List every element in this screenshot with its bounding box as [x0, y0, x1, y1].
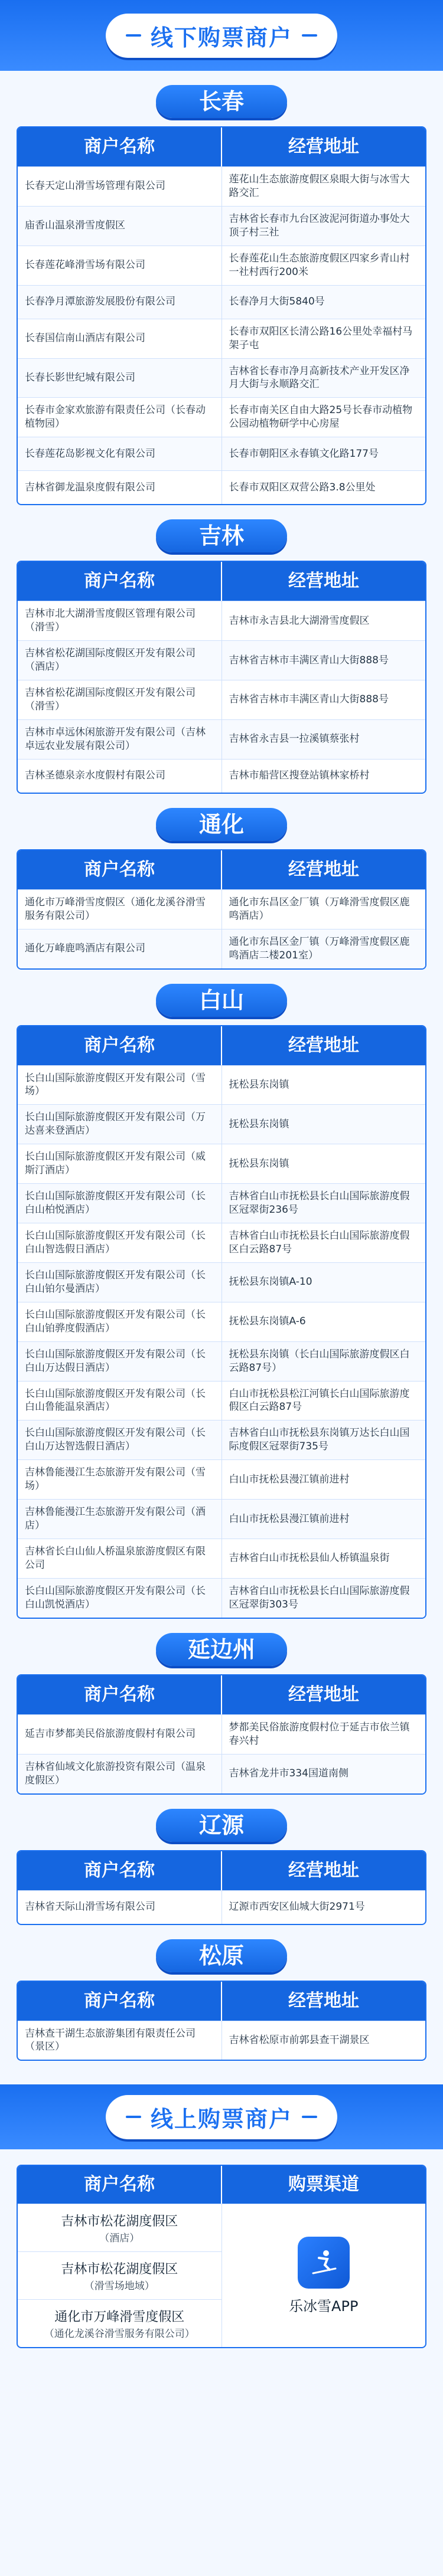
table-row: [18, 1578, 425, 1618]
table-row: [18, 1499, 425, 1539]
table-row: [18, 206, 425, 246]
merchant-address: 吉林省松原市前郭县查干湖景区: [229, 2034, 370, 2046]
merchant-name: 长春净月潭旅游发展股份有限公司: [18, 286, 222, 319]
city-section: [17, 519, 426, 794]
merchant-name: 长白山国际旅游度假区开发有限公司（雪场）: [18, 1066, 222, 1105]
merchant-address: 白山市抚松县松江河镇长白山国际旅游度假区白云路87号: [229, 1387, 410, 1413]
col-address: 经营地址: [288, 1990, 359, 2011]
col-address: 经营地址: [288, 1860, 359, 1881]
table-header: [18, 1982, 425, 2021]
table-row: [18, 1104, 425, 1144]
merchant-table: [17, 1981, 426, 2061]
merchant-address: 抚松县东岗镇A-10: [229, 1276, 312, 1288]
merchant-table: [17, 1850, 426, 1925]
online-row: [18, 2299, 222, 2347]
city-section: [17, 1939, 426, 2061]
sections-container: [0, 85, 443, 2061]
merchant-address: 通化市东昌区金厂镇（万峰滑雪度假区鹿鸣酒店）: [229, 896, 410, 922]
title-bar-right: [302, 2116, 317, 2118]
online-merchant-list: [18, 2204, 222, 2347]
city-title: 松原: [156, 1939, 287, 1972]
city-title-wrap: [17, 1633, 426, 1666]
online-merchant-name: 通化市万峰滑雪度假区: [54, 2310, 185, 2325]
table-header: [18, 1026, 425, 1065]
online-row: [18, 2251, 222, 2299]
merchant-address: 吉林省长春市九台区波泥河街道办事处大顶子村三社: [229, 212, 410, 238]
online-merchant-name: 吉林市松花湖度假区: [61, 2262, 178, 2277]
merchant-name: 长白山国际旅游度假区开发有限公司（长白山万达假日酒店）: [18, 1342, 222, 1381]
merchant-address: 抚松县东岗镇（长白山国际旅游度假区白云路87号）: [229, 1348, 410, 1374]
merchant-name: 通化市万峰滑雪度假区（通化龙溪谷滑雪服务有限公司）: [18, 890, 222, 929]
online-banner: [0, 2084, 443, 2149]
merchant-name: 吉林省长白山仙人桥温泉旅游度假区有限公司: [18, 1539, 222, 1578]
table-row: [18, 889, 425, 929]
merchant-address: 莲花山生态旅游度假区泉眼大街与冰雪大路交汇: [229, 174, 410, 199]
table-row: [18, 285, 425, 319]
col-merchant: 商户名称: [18, 1026, 222, 1065]
col-merchant: 商户名称: [18, 1982, 222, 2021]
offline-banner: [0, 0, 443, 71]
table-row: [18, 358, 425, 398]
online-table: [17, 2165, 426, 2348]
merchant-address: 梦都美民俗旅游度假村位于延吉市依兰镇春兴村: [229, 1721, 410, 1747]
city-title: 长春: [156, 85, 287, 118]
col-address: 经营地址: [288, 136, 359, 157]
city-title: 通化: [156, 808, 287, 841]
merchant-table: [17, 126, 426, 505]
city-title-wrap: [17, 85, 426, 118]
table-row: [18, 437, 425, 470]
merchant-name: 长白山国际旅游度假区开发有限公司（威斯汀酒店）: [18, 1144, 222, 1183]
table-row: [18, 1539, 425, 1578]
merchant-address: 白山市抚松县漫江镇前进村: [229, 1473, 350, 1485]
table-row: [18, 1341, 425, 1381]
table-row: [18, 1459, 425, 1499]
online-title-pill: [106, 2095, 337, 2139]
online-channel[interactable]: [222, 2204, 426, 2347]
table-row: [18, 1890, 425, 1924]
merchant-name: 长春莲花峰滑雪场有限公司: [18, 246, 222, 285]
table-row: [18, 246, 425, 285]
offline-title: 线下购票商户: [150, 24, 292, 51]
title-bar-left: [126, 2116, 141, 2118]
merchant-name: 吉林省仙域文化旅游投资有限公司（温泉度假区）: [18, 1755, 222, 1793]
merchant-address: 白山市抚松县漫江镇前进村: [229, 1513, 350, 1525]
merchant-name: 庙香山温泉滑雪度假区: [18, 207, 222, 246]
merchant-name: 长春市金家欢旅游有限责任公司（长春动植物园）: [18, 398, 222, 437]
merchant-address: 吉林市永吉县北大湖滑雪度假区: [229, 614, 370, 627]
merchant-table: [17, 1025, 426, 1619]
city-title: 吉林: [156, 519, 287, 552]
table-row: [18, 1302, 425, 1341]
table-row: [18, 1183, 425, 1223]
merchant-address: 抚松县东岗镇: [229, 1078, 289, 1091]
merchant-name: 延吉市梦都美民俗旅游度假村有限公司: [18, 1715, 222, 1754]
col-merchant: 商户名称: [18, 1851, 222, 1890]
merchant-address: 吉林省长春市净月高新技术产业开发区净月大街与永顺路交汇: [229, 365, 410, 391]
col-address: 经营地址: [288, 1035, 359, 1056]
table-row: [18, 470, 425, 504]
table-row: [18, 1420, 425, 1459]
merchant-name: 长白山国际旅游度假区开发有限公司（长白山凯悦酒店）: [18, 1579, 222, 1618]
merchant-address: 抚松县东岗镇A-6: [229, 1315, 306, 1328]
merchant-address: 长春莲花山生态旅游度假区四家乡青山村一社村西行200米: [229, 252, 410, 278]
city-title-wrap: [17, 984, 426, 1017]
table-row: [18, 2021, 425, 2060]
merchant-address: 吉林省白山市抚松县仙人桥镇温泉街: [229, 1552, 390, 1564]
merchant-name: 吉林市北大湖滑雪度假区管理有限公司（滑雪）: [18, 601, 222, 640]
merchant-address: 吉林省龙井市334国道南侧: [229, 1767, 348, 1780]
merchant-name: 长春国信南山酒店有限公司: [18, 319, 222, 358]
merchant-address: 长春市朝阳区永春镇文化路177号: [229, 447, 379, 460]
table-row: [18, 1065, 425, 1105]
table-row: [18, 1754, 425, 1793]
merchant-name: 长春长影世纪城有限公司: [18, 359, 222, 398]
merchant-name: 长白山国际旅游度假区开发有限公司（长白山智选假日酒店）: [18, 1223, 222, 1262]
merchant-name: 长白山国际旅游度假区开发有限公司（长白山万达智选假日酒店）: [18, 1420, 222, 1459]
title-bar-left: [126, 34, 141, 37]
city-title: 辽源: [156, 1809, 287, 1842]
table-row: [18, 1714, 425, 1754]
table-row: [18, 1262, 425, 1302]
merchant-address: 长春市南关区自由大路25号长春市动植物公园动植物研学中心房屋: [229, 404, 413, 430]
merchant-address: 吉林市船营区搜登站镇林家桥村: [229, 770, 370, 782]
table-header: [18, 1675, 425, 1714]
offline-title-pill: [106, 14, 337, 58]
table-row: [18, 1144, 425, 1183]
bottom-space: [0, 2348, 443, 2372]
ski-app-icon[interactable]: [298, 2237, 350, 2289]
merchant-name: 长春天定山滑雪场管理有限公司: [18, 167, 222, 206]
merchant-name: 吉林省天际山滑雪场有限公司: [18, 1891, 222, 1924]
city-section: [17, 1633, 426, 1795]
city-title-wrap: [17, 808, 426, 841]
merchant-name: 长白山国际旅游度假区开发有限公司（万达喜来登酒店）: [18, 1105, 222, 1144]
city-title: 白山: [156, 984, 287, 1017]
online-merchant-sub: （酒店）: [99, 2233, 140, 2245]
city-section: [17, 1809, 426, 1925]
merchant-name: 吉林市卓远休闲旅游开发有限公司（吉林卓远农业发展有限公司）: [18, 720, 222, 759]
merchant-name: 吉林鲁能漫江生态旅游开发有限公司（雪场）: [18, 1460, 222, 1499]
merchant-address: 吉林省吉林市丰满区青山大街888号: [229, 654, 389, 666]
col-address: 经营地址: [288, 571, 359, 592]
merchant-table: [17, 849, 426, 970]
online-row: [18, 2204, 222, 2251]
merchant-name: 吉林省松花湖国际度假区开发有限公司（酒店）: [18, 641, 222, 680]
merchant-address: 抚松县东岗镇: [229, 1157, 289, 1170]
city-title-wrap: [17, 519, 426, 552]
merchant-name: 吉林省松花湖国际度假区开发有限公司（滑雪）: [18, 680, 222, 719]
merchant-address: 吉林省永吉县一拉溪镇蔡张村: [229, 733, 360, 745]
city-title-wrap: [17, 1809, 426, 1842]
merchant-address: 吉林省白山市抚松县长白山国际旅游度假区冠翠街236号: [229, 1190, 410, 1216]
merchant-table: [17, 561, 426, 794]
merchant-name: 吉林鲁能漫江生态旅游开发有限公司（酒店）: [18, 1500, 222, 1539]
city-title: 延边州: [156, 1633, 287, 1666]
online-table-header: [18, 2166, 425, 2204]
table-header: [18, 562, 425, 601]
merchant-name: 长白山国际旅游度假区开发有限公司（长白山柏悦酒店）: [18, 1184, 222, 1223]
merchant-name: 吉林查干湖生态旅游集团有限责任公司（景区）: [18, 2021, 222, 2060]
city-section: [17, 85, 426, 505]
merchant-name: 长白山国际旅游度假区开发有限公司（长白山铂骅度假酒店）: [18, 1302, 222, 1341]
table-row: [18, 1223, 425, 1262]
merchant-address: 吉林省白山市抚松县长白山国际旅游度假区冠翠街303号: [229, 1585, 410, 1611]
col-address: 经营地址: [288, 859, 359, 880]
table-row: [18, 640, 425, 680]
online-merchant-sub: （滑雪场地域）: [84, 2280, 155, 2293]
city-title-wrap: [17, 1939, 426, 1972]
table-row: [18, 166, 425, 206]
col-merchant: 商户名称: [18, 2166, 222, 2204]
table-row: [18, 1381, 425, 1420]
merchant-address: 抚松县东岗镇: [229, 1118, 289, 1130]
merchant-table: [17, 1674, 426, 1795]
table-row: [18, 759, 425, 793]
online-table-body: [18, 2204, 425, 2347]
table-row: [18, 397, 425, 437]
merchant-address: 长春净月大街5840号: [229, 296, 325, 308]
city-section: [17, 808, 426, 970]
online-merchant-name: 吉林市松花湖度假区: [61, 2214, 178, 2230]
table-row: [18, 719, 425, 759]
col-merchant: 商户名称: [18, 127, 222, 166]
table-header: [18, 850, 425, 889]
merchant-address: 吉林省吉林市丰满区青山大街888号: [229, 693, 389, 706]
col-channel: 购票渠道: [288, 2174, 359, 2195]
merchant-name: 长春莲花岛影视文化有限公司: [18, 437, 222, 470]
table-row: [18, 319, 425, 358]
col-merchant: 商户名称: [18, 562, 222, 601]
table-header: [18, 1851, 425, 1890]
merchant-address: 辽源市西安区仙城大街2971号: [229, 1901, 365, 1913]
merchant-address: 吉林省白山市抚松县长白山国际旅游度假区白云路87号: [229, 1230, 410, 1255]
title-bar-right: [302, 34, 317, 37]
col-merchant: 商户名称: [18, 850, 222, 889]
table-header: [18, 127, 425, 166]
merchant-name: 长白山国际旅游度假区开发有限公司（长白山鲁能温泉酒店）: [18, 1382, 222, 1420]
app-label[interactable]: 乐冰雪APP: [289, 2297, 359, 2315]
online-merchant-sub: （通化龙溪谷滑雪服务有限公司）: [44, 2328, 195, 2341]
merchant-address: 长春市双阳区长清公路16公里处幸福村马架子屯: [229, 325, 413, 351]
skier-icon: [308, 2247, 339, 2278]
online-title: 线上购票商户: [150, 2106, 292, 2132]
col-address: 经营地址: [288, 1684, 359, 1705]
merchant-name: 通化万峰鹿鸣酒店有限公司: [18, 929, 222, 968]
merchant-name: 吉林省御龙温泉度假有限公司: [18, 471, 222, 504]
table-row: [18, 929, 425, 968]
col-merchant: 商户名称: [18, 1675, 222, 1714]
merchant-address: 长春市双阳区双营公路3.8公里处: [229, 481, 376, 493]
city-section: [17, 984, 426, 1619]
table-row: [18, 601, 425, 640]
merchant-address: 通化市东昌区金厂镇（万峰滑雪度假区鹿鸣酒店二楼201室）: [229, 935, 410, 961]
merchant-address: 吉林省白山市抚松县东岗镇万达长白山国际度假区冠翠街735号: [229, 1427, 410, 1453]
merchant-name: 长白山国际旅游度假区开发有限公司（长白山铂尔曼酒店）: [18, 1263, 222, 1302]
table-row: [18, 680, 425, 719]
merchant-name: 吉林圣德泉亲水度假村有限公司: [18, 760, 222, 793]
